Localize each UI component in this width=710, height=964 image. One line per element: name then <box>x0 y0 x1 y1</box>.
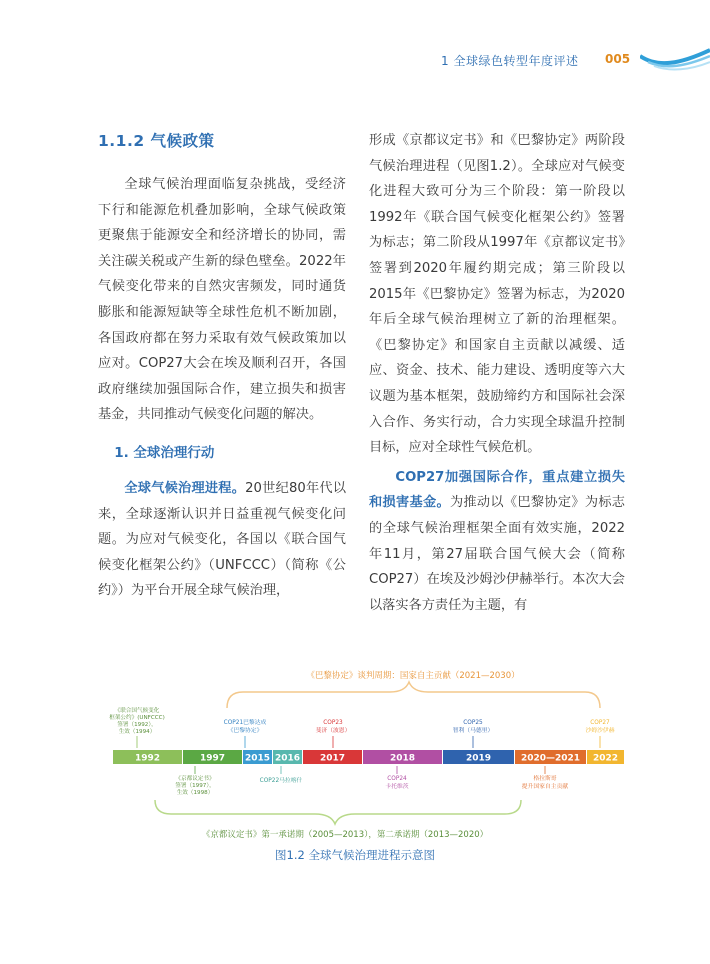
figure-caption: 图1.2 全球气候治理进程示意图 <box>275 848 435 862</box>
annotation-glasgow <box>522 774 569 790</box>
wave-decoration-icon <box>640 46 710 74</box>
annotation-cop24 <box>385 776 408 790</box>
intro-paragraph: 全球气候治理面临复杂挑战，受经济下行和能源危机叠加影响，全球气候政策更聚焦于能源安全和经济增长的协同，需关注碳关税或产生新的绿色壁垒。2022年气候变化带来的自然灾害频发，同时通货膨胀和能源短缺等全球性危机不断加剧，各国政府都在努力采取有效气候政策加以应对。COP27大会在埃及顺利召开，各国政府继续加强国际合作，建立损失和损害基金，共同推动气候变化问题的解决。 <box>98 177 346 423</box>
paragraph-governance <box>98 476 346 604</box>
timeline-year-label: 2015 <box>244 753 271 764</box>
svg-text:生效（1994）: 生效（1994） <box>118 729 156 735</box>
timeline-year-label: 2017 <box>319 753 346 764</box>
svg-text:框架公约》(UNFCCC): 框架公约》(UNFCCC) <box>109 715 165 721</box>
timeline-bars <box>113 750 624 764</box>
section-heading: 1.1.2 气候政策 <box>98 132 215 150</box>
annotation-cop25 <box>453 720 494 734</box>
timeline-year-label: 2018 <box>389 753 416 764</box>
top-brace-label: 《巴黎协定》谈判周期：国家自主贡献（2021—2030） <box>306 671 520 681</box>
svg-text:斐济（波恩）: 斐济（波恩） <box>315 728 351 734</box>
chapter-title: 1 全球绿色转型年度评述 <box>441 54 579 68</box>
page-number: 005 <box>605 52 631 66</box>
running-header <box>0 52 710 74</box>
svg-text:签署（1992），: 签署（1992）， <box>117 722 157 728</box>
annotation-cop23 <box>316 720 351 734</box>
timeline-year-label: 1992 <box>134 753 161 764</box>
svg-text:智利（马德里）: 智利（马德里） <box>452 728 494 734</box>
bottom-brace <box>155 800 521 824</box>
annotation-kyoto <box>175 774 214 796</box>
svg-text:《京都议定书》: 《京都议定书》 <box>175 776 215 782</box>
svg-text:沙姆沙伊赫: 沙姆沙伊赫 <box>585 728 615 734</box>
svg-text:《联合国气候变化: 《联合国气候变化 <box>114 708 160 714</box>
svg-text:COP24: COP24 <box>387 776 407 782</box>
paragraph-body: 20世纪80年代以来，全球逐渐认识并日益重视气候变化问题。为应对气候变化，各国以《联合国气候变化框架公约》（UNFCCC）（简称《公约》）为平台开展全球气候治理， <box>98 480 347 599</box>
timeline-year-label: 2020—2021 <box>520 753 581 764</box>
svg-text:COP23: COP23 <box>323 720 343 726</box>
svg-text:COP27: COP27 <box>590 720 610 726</box>
annotation-unfccc <box>109 706 165 735</box>
timeline-svg <box>95 662 635 842</box>
right-column <box>369 128 625 618</box>
timeline-year-label: 1997 <box>199 753 226 764</box>
annotation-cop27 <box>586 720 615 734</box>
top-brace <box>227 682 600 708</box>
svg-text:签署（1997），: 签署（1997）， <box>175 783 215 789</box>
timeline-year-label: 2016 <box>274 753 301 764</box>
bottom-brace-label: 《京都议定书》第一承诺期（2005—2013），第二承诺期（2013—2020） <box>201 830 489 840</box>
annotation-cop22 <box>260 776 303 784</box>
timeline-year-label: 2022 <box>592 753 619 764</box>
svg-text:提升国家自主贡献: 提升国家自主贡献 <box>521 784 569 790</box>
svg-text:COP25: COP25 <box>463 720 483 726</box>
paragraph-body: 为推动以《巴黎协定》为标志的全球气候治理框架全面有效实施，2022年11月，第27届联合国气候大会（简称COP27）在埃及沙姆沙伊赫举行。本次大会以落实各方责任为主题，有 <box>369 495 625 613</box>
svg-text:《巴黎协定》: 《巴黎协定》 <box>227 728 263 734</box>
svg-text:卡托维茨: 卡托维茨 <box>385 784 409 790</box>
paragraph-continued: 形成《京都议定书》和《巴黎协定》两阶段气候治理进程（见图1.2）。全球应对气候变化进程大致可分为三个阶段：第一阶段以1992年《联合国气候变化框架公约》签署为标志；第二阶段从1997年《京都议定书》签署到2020年履约期完成；第三阶段以2015年《巴黎协定》签署为标志，为2020年后全球气候治理树立了新的治理框架。《巴黎协定》和国家自主贡献以减缓、适应、资金、技术、能力建设、透明度等六大议题为基本框架，鼓励缔约方和国际社会深入合作、务实行动，合力实现全球温升控制目标，应对全球性气候危机。 <box>369 133 625 456</box>
timeline-year-label: 2019 <box>465 753 492 764</box>
subsection-heading: 1. 全球治理行动 <box>114 444 215 461</box>
svg-text:格拉斯哥: 格拉斯哥 <box>533 776 557 782</box>
paragraph-lead: COP27加强国际合作，重点建立损失和损害基金。 <box>369 469 625 511</box>
svg-text:COP21巴黎达成: COP21巴黎达成 <box>223 720 267 726</box>
svg-text:生效（1998）: 生效（1998） <box>176 790 214 796</box>
left-column <box>98 128 346 604</box>
annotation-cop21 <box>224 718 267 734</box>
paragraph-cop27 <box>369 465 625 619</box>
paragraph-lead: 全球气候治理进程。 <box>124 480 246 496</box>
svg-text:COP22马拉喀什: COP22马拉喀什 <box>259 778 303 784</box>
